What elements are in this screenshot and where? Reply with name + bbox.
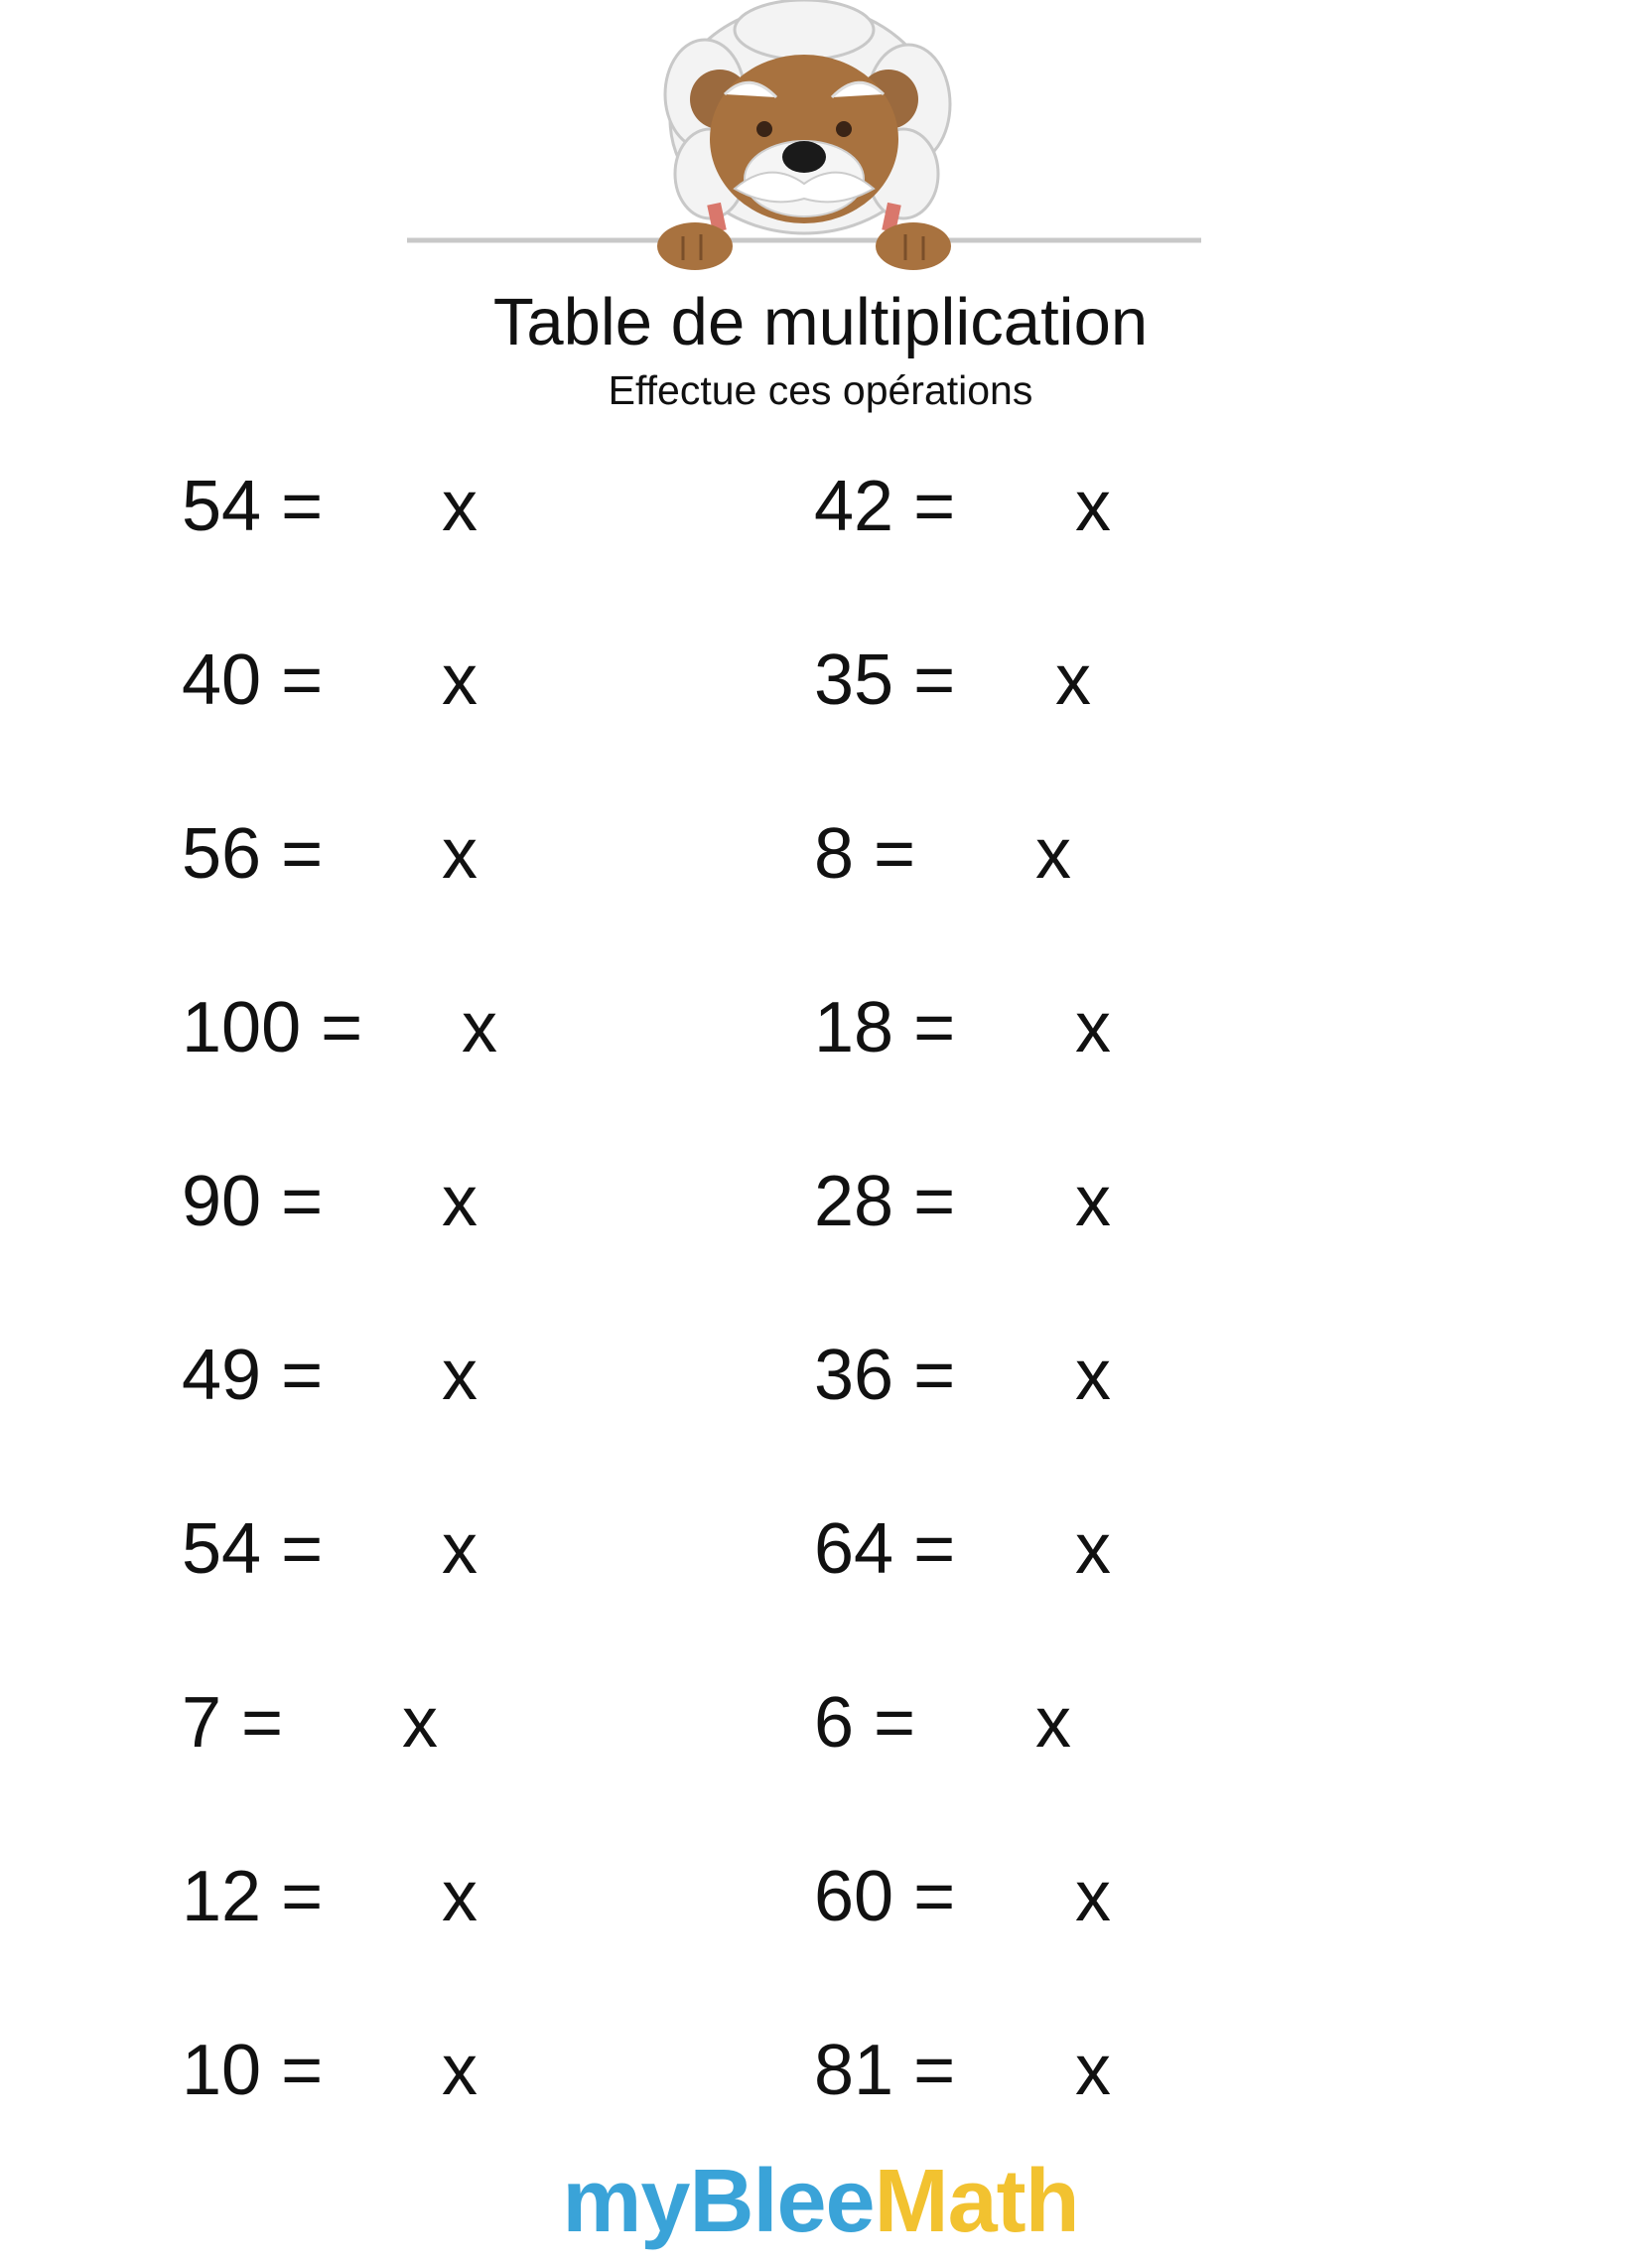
exercise-left-operator: x — [442, 2031, 478, 2110]
exercise-right-product: 6 = — [814, 1683, 916, 1763]
exercise-left-operator: x — [442, 1336, 478, 1415]
exercise-left-operator: x — [442, 640, 478, 720]
exercise-row — [0, 1673, 1641, 1772]
exercise-row — [0, 978, 1641, 1077]
exercise-right-operator: x — [1075, 1162, 1111, 1241]
exercise-right-product: 36 = — [814, 1336, 956, 1415]
exercise-left-product: 54 = — [182, 1509, 324, 1589]
exercise-left-product: 100 = — [182, 988, 363, 1067]
exercise-right-operator: x — [1075, 1509, 1111, 1589]
exercise-left-operator: x — [442, 814, 478, 894]
exercise-left-product: 7 = — [182, 1683, 284, 1763]
exercise-right-product: 81 = — [814, 2031, 956, 2110]
exercise-left-product: 49 = — [182, 1336, 324, 1415]
exercise-right-operator: x — [1075, 1336, 1111, 1415]
exercise-right-operator: x — [1075, 2031, 1111, 2110]
exercise-row — [0, 804, 1641, 904]
exercise-left-operator: x — [442, 1509, 478, 1589]
exercise-row — [0, 631, 1641, 730]
exercise-right-operator: x — [1035, 1683, 1071, 1763]
exercise-right-product: 35 = — [814, 640, 956, 720]
exercise-left-operator: x — [462, 988, 497, 1067]
exercise-left-product: 90 = — [182, 1162, 324, 1241]
exercise-right-product: 28 = — [814, 1162, 956, 1241]
exercise-right-product: 64 = — [814, 1509, 956, 1589]
exercise-row — [0, 2021, 1641, 2120]
exercise-left-product: 10 = — [182, 2031, 324, 2110]
exercise-right-operator: x — [1035, 814, 1071, 894]
page-title: Table de multiplication — [492, 285, 1149, 359]
logo-part-myblee: myBlee — [562, 2152, 875, 2251]
exercise-left-operator: x — [442, 467, 478, 546]
exercise-right-product: 8 = — [814, 814, 916, 894]
exercise-left-product: 54 = — [182, 467, 324, 546]
exercise-left-product: 12 = — [182, 1857, 324, 1936]
exercise-row — [0, 1847, 1641, 1946]
exercise-right-product: 60 = — [814, 1857, 956, 1936]
exercise-right-product: 42 = — [814, 467, 956, 546]
bear-mascot-icon — [407, 0, 1251, 278]
exercise-right-product: 18 = — [814, 988, 956, 1067]
exercise-right-operator: x — [1075, 988, 1111, 1067]
exercise-left-product: 40 = — [182, 640, 324, 720]
exercise-right-operator: x — [1075, 1857, 1111, 1936]
exercise-row — [0, 1499, 1641, 1599]
exercise-left-operator: x — [402, 1683, 438, 1763]
exercise-right-operator: x — [1075, 467, 1111, 546]
exercise-left-product: 56 = — [182, 814, 324, 894]
exercise-left-operator: x — [442, 1857, 478, 1936]
exercise-row — [0, 457, 1641, 556]
exercise-row — [0, 1152, 1641, 1251]
brand-logo — [0, 2147, 1641, 2256]
exercise-left-operator: x — [442, 1162, 478, 1241]
exercise-right-operator: x — [1055, 640, 1091, 720]
logo-part-math: Math — [874, 2152, 1079, 2251]
page-subtitle: Effectue ces opérations — [608, 367, 1033, 413]
exercise-row — [0, 1326, 1641, 1425]
